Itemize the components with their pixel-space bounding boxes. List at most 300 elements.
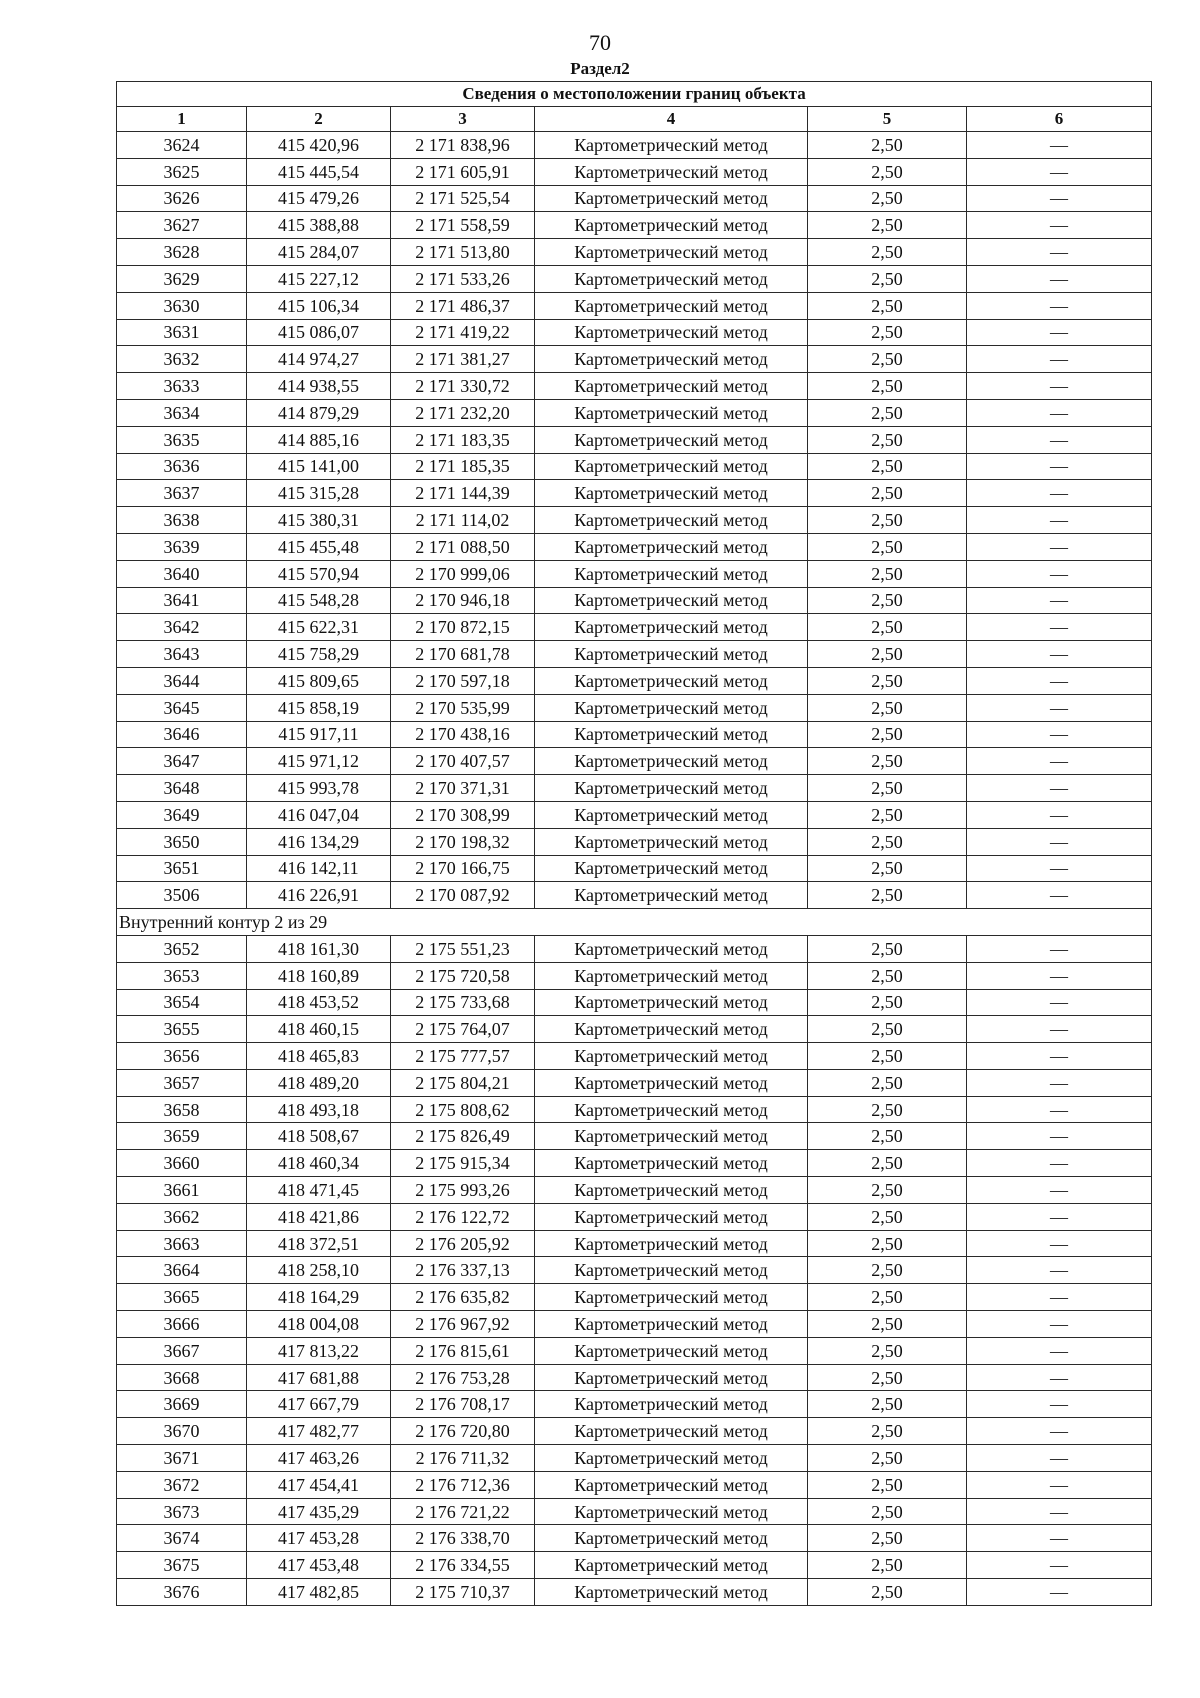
point-number-cell: 3673 bbox=[117, 1498, 247, 1525]
description-cell: — bbox=[967, 1579, 1152, 1606]
precision-cell: 2,50 bbox=[808, 426, 967, 453]
y-coordinate-cell: 2 171 419,22 bbox=[391, 319, 535, 346]
y-coordinate-cell: 2 176 205,92 bbox=[391, 1230, 535, 1257]
precision-cell: 2,50 bbox=[808, 1150, 967, 1177]
y-coordinate-cell: 2 171 185,35 bbox=[391, 453, 535, 480]
table-caption: Сведения о местоположении границ объекта bbox=[117, 82, 1152, 107]
method-cell: Картометрический метод bbox=[535, 158, 808, 185]
y-coordinate-cell: 2 175 764,07 bbox=[391, 1016, 535, 1043]
point-number-cell: 3669 bbox=[117, 1391, 247, 1418]
x-coordinate-cell: 415 809,65 bbox=[247, 667, 391, 694]
y-coordinate-cell: 2 171 533,26 bbox=[391, 265, 535, 292]
precision-cell: 2,50 bbox=[808, 694, 967, 721]
y-coordinate-cell: 2 171 381,27 bbox=[391, 346, 535, 373]
y-coordinate-cell: 2 176 635,82 bbox=[391, 1284, 535, 1311]
y-coordinate-cell: 2 176 720,80 bbox=[391, 1418, 535, 1445]
description-cell: — bbox=[967, 1150, 1152, 1177]
point-number-cell: 3637 bbox=[117, 480, 247, 507]
method-cell: Картометрический метод bbox=[535, 480, 808, 507]
method-cell: Картометрический метод bbox=[535, 1498, 808, 1525]
x-coordinate-cell: 415 420,96 bbox=[247, 132, 391, 159]
point-number-cell: 3647 bbox=[117, 748, 247, 775]
table-row bbox=[117, 1364, 1152, 1391]
point-number-cell: 3634 bbox=[117, 399, 247, 426]
point-number-cell: 3676 bbox=[117, 1579, 247, 1606]
description-cell: — bbox=[967, 667, 1152, 694]
table-row bbox=[117, 212, 1152, 239]
point-number-cell: 3672 bbox=[117, 1471, 247, 1498]
table-row bbox=[117, 614, 1152, 641]
method-cell: Картометрический метод bbox=[535, 426, 808, 453]
x-coordinate-cell: 414 879,29 bbox=[247, 399, 391, 426]
description-cell: — bbox=[967, 1471, 1152, 1498]
y-coordinate-cell: 2 170 166,75 bbox=[391, 855, 535, 882]
description-cell: — bbox=[967, 1552, 1152, 1579]
method-cell: Картометрический метод bbox=[535, 533, 808, 560]
table-row bbox=[117, 1043, 1152, 1070]
y-coordinate-cell: 2 176 122,72 bbox=[391, 1203, 535, 1230]
y-coordinate-cell: 2 175 993,26 bbox=[391, 1177, 535, 1204]
precision-cell: 2,50 bbox=[808, 507, 967, 534]
x-coordinate-cell: 415 141,00 bbox=[247, 453, 391, 480]
description-cell: — bbox=[967, 1043, 1152, 1070]
x-coordinate-cell: 418 164,29 bbox=[247, 1284, 391, 1311]
x-coordinate-cell: 415 388,88 bbox=[247, 212, 391, 239]
y-coordinate-cell: 2 176 337,13 bbox=[391, 1257, 535, 1284]
x-coordinate-cell: 414 938,55 bbox=[247, 373, 391, 400]
table-row bbox=[117, 1471, 1152, 1498]
point-number-cell: 3639 bbox=[117, 533, 247, 560]
method-cell: Картометрический метод bbox=[535, 748, 808, 775]
x-coordinate-cell: 418 004,08 bbox=[247, 1311, 391, 1338]
precision-cell: 2,50 bbox=[808, 185, 967, 212]
precision-cell: 2,50 bbox=[808, 989, 967, 1016]
method-cell: Картометрический метод bbox=[535, 828, 808, 855]
table-row bbox=[117, 1579, 1152, 1606]
x-coordinate-cell: 417 482,85 bbox=[247, 1579, 391, 1606]
precision-cell: 2,50 bbox=[808, 346, 967, 373]
point-number-cell: 3662 bbox=[117, 1203, 247, 1230]
point-number-cell: 3625 bbox=[117, 158, 247, 185]
method-cell: Картометрический метод bbox=[535, 1123, 808, 1150]
y-coordinate-cell: 2 170 946,18 bbox=[391, 587, 535, 614]
method-cell: Картометрический метод bbox=[535, 1525, 808, 1552]
description-cell: — bbox=[967, 132, 1152, 159]
method-cell: Картометрический метод bbox=[535, 507, 808, 534]
precision-cell: 2,50 bbox=[808, 614, 967, 641]
method-cell: Картометрический метод bbox=[535, 1284, 808, 1311]
table-row bbox=[117, 694, 1152, 721]
table-row bbox=[117, 185, 1152, 212]
description-cell: — bbox=[967, 1525, 1152, 1552]
method-cell: Картометрический метод bbox=[535, 212, 808, 239]
description-cell: — bbox=[967, 399, 1152, 426]
table-row bbox=[117, 1284, 1152, 1311]
table-row bbox=[117, 587, 1152, 614]
method-cell: Картометрический метод bbox=[535, 453, 808, 480]
point-number-cell: 3636 bbox=[117, 453, 247, 480]
description-cell: — bbox=[967, 480, 1152, 507]
table-row bbox=[117, 533, 1152, 560]
x-coordinate-cell: 415 548,28 bbox=[247, 587, 391, 614]
table-row bbox=[117, 399, 1152, 426]
point-number-cell: 3661 bbox=[117, 1177, 247, 1204]
table-row bbox=[117, 1391, 1152, 1418]
precision-cell: 2,50 bbox=[808, 158, 967, 185]
precision-cell: 2,50 bbox=[808, 962, 967, 989]
x-coordinate-cell: 415 315,28 bbox=[247, 480, 391, 507]
method-cell: Картометрический метод bbox=[535, 319, 808, 346]
y-coordinate-cell: 2 176 967,92 bbox=[391, 1311, 535, 1338]
description-cell: — bbox=[967, 158, 1152, 185]
y-coordinate-cell: 2 171 183,35 bbox=[391, 426, 535, 453]
description-cell: — bbox=[967, 1123, 1152, 1150]
method-cell: Картометрический метод bbox=[535, 239, 808, 266]
point-number-cell: 3640 bbox=[117, 560, 247, 587]
y-coordinate-cell: 2 171 525,54 bbox=[391, 185, 535, 212]
x-coordinate-cell: 417 453,48 bbox=[247, 1552, 391, 1579]
precision-cell: 2,50 bbox=[808, 1552, 967, 1579]
table-row bbox=[117, 1418, 1152, 1445]
y-coordinate-cell: 2 170 308,99 bbox=[391, 801, 535, 828]
precision-cell: 2,50 bbox=[808, 239, 967, 266]
point-number-cell: 3643 bbox=[117, 641, 247, 668]
table-row bbox=[117, 721, 1152, 748]
precision-cell: 2,50 bbox=[808, 1445, 967, 1472]
x-coordinate-cell: 417 453,28 bbox=[247, 1525, 391, 1552]
point-number-cell: 3648 bbox=[117, 775, 247, 802]
point-number-cell: 3632 bbox=[117, 346, 247, 373]
x-coordinate-cell: 417 463,26 bbox=[247, 1445, 391, 1472]
method-cell: Картометрический метод bbox=[535, 801, 808, 828]
y-coordinate-cell: 2 175 804,21 bbox=[391, 1069, 535, 1096]
method-cell: Картометрический метод bbox=[535, 587, 808, 614]
precision-cell: 2,50 bbox=[808, 1471, 967, 1498]
point-number-cell: 3652 bbox=[117, 935, 247, 962]
table-row bbox=[117, 507, 1152, 534]
description-cell: — bbox=[967, 265, 1152, 292]
x-coordinate-cell: 417 454,41 bbox=[247, 1471, 391, 1498]
description-cell: — bbox=[967, 1016, 1152, 1043]
column-number: 4 bbox=[535, 107, 808, 132]
method-cell: Картометрический метод bbox=[535, 694, 808, 721]
y-coordinate-cell: 2 171 513,80 bbox=[391, 239, 535, 266]
x-coordinate-cell: 415 993,78 bbox=[247, 775, 391, 802]
point-number-cell: 3650 bbox=[117, 828, 247, 855]
y-coordinate-cell: 2 171 558,59 bbox=[391, 212, 535, 239]
precision-cell: 2,50 bbox=[808, 775, 967, 802]
x-coordinate-cell: 416 226,91 bbox=[247, 882, 391, 909]
description-cell: — bbox=[967, 614, 1152, 641]
description-cell: — bbox=[967, 1311, 1152, 1338]
y-coordinate-cell: 2 170 198,32 bbox=[391, 828, 535, 855]
description-cell: — bbox=[967, 1418, 1152, 1445]
description-cell: — bbox=[967, 801, 1152, 828]
x-coordinate-cell: 415 455,48 bbox=[247, 533, 391, 560]
table-row bbox=[117, 1498, 1152, 1525]
description-cell: — bbox=[967, 319, 1152, 346]
table-row bbox=[117, 1123, 1152, 1150]
method-cell: Картометрический метод bbox=[535, 641, 808, 668]
description-cell: — bbox=[967, 1445, 1152, 1472]
x-coordinate-cell: 418 460,34 bbox=[247, 1150, 391, 1177]
method-cell: Картометрический метод bbox=[535, 1337, 808, 1364]
precision-cell: 2,50 bbox=[808, 1364, 967, 1391]
x-coordinate-cell: 415 758,29 bbox=[247, 641, 391, 668]
method-cell: Картометрический метод bbox=[535, 1257, 808, 1284]
table-row bbox=[117, 319, 1152, 346]
y-coordinate-cell: 2 176 815,61 bbox=[391, 1337, 535, 1364]
table-row bbox=[117, 1257, 1152, 1284]
method-cell: Картометрический метод bbox=[535, 1418, 808, 1445]
table-row bbox=[117, 1069, 1152, 1096]
precision-cell: 2,50 bbox=[808, 480, 967, 507]
y-coordinate-cell: 2 171 144,39 bbox=[391, 480, 535, 507]
point-number-cell: 3656 bbox=[117, 1043, 247, 1070]
method-cell: Картометрический метод bbox=[535, 292, 808, 319]
point-number-cell: 3631 bbox=[117, 319, 247, 346]
description-cell: — bbox=[967, 1230, 1152, 1257]
point-number-cell: 3653 bbox=[117, 962, 247, 989]
table-row bbox=[117, 1445, 1152, 1472]
x-coordinate-cell: 415 086,07 bbox=[247, 319, 391, 346]
table-caption-row bbox=[117, 82, 1152, 107]
description-cell: — bbox=[967, 373, 1152, 400]
y-coordinate-cell: 2 176 711,32 bbox=[391, 1445, 535, 1472]
table-row bbox=[117, 560, 1152, 587]
method-cell: Картометрический метод bbox=[535, 185, 808, 212]
description-cell: — bbox=[967, 1177, 1152, 1204]
description-cell: — bbox=[967, 560, 1152, 587]
point-number-cell: 3627 bbox=[117, 212, 247, 239]
method-cell: Картометрический метод bbox=[535, 1391, 808, 1418]
table-row bbox=[117, 239, 1152, 266]
precision-cell: 2,50 bbox=[808, 1579, 967, 1606]
x-coordinate-cell: 418 460,15 bbox=[247, 1016, 391, 1043]
y-coordinate-cell: 2 175 710,37 bbox=[391, 1579, 535, 1606]
method-cell: Картометрический метод bbox=[535, 935, 808, 962]
y-coordinate-cell: 2 175 777,57 bbox=[391, 1043, 535, 1070]
y-coordinate-cell: 2 170 681,78 bbox=[391, 641, 535, 668]
table-row bbox=[117, 962, 1152, 989]
precision-cell: 2,50 bbox=[808, 587, 967, 614]
y-coordinate-cell: 2 176 708,17 bbox=[391, 1391, 535, 1418]
precision-cell: 2,50 bbox=[808, 292, 967, 319]
y-coordinate-cell: 2 175 808,62 bbox=[391, 1096, 535, 1123]
point-number-cell: 3506 bbox=[117, 882, 247, 909]
x-coordinate-cell: 417 435,29 bbox=[247, 1498, 391, 1525]
x-coordinate-cell: 415 445,54 bbox=[247, 158, 391, 185]
table-row bbox=[117, 480, 1152, 507]
x-coordinate-cell: 417 681,88 bbox=[247, 1364, 391, 1391]
method-cell: Картометрический метод bbox=[535, 1069, 808, 1096]
description-cell: — bbox=[967, 748, 1152, 775]
point-number-cell: 3633 bbox=[117, 373, 247, 400]
column-number: 2 bbox=[247, 107, 391, 132]
method-cell: Картометрический метод bbox=[535, 399, 808, 426]
y-coordinate-cell: 2 171 605,91 bbox=[391, 158, 535, 185]
method-cell: Картометрический метод bbox=[535, 1552, 808, 1579]
point-number-cell: 3660 bbox=[117, 1150, 247, 1177]
table-row bbox=[117, 1337, 1152, 1364]
boundary-coordinates-table bbox=[116, 81, 1152, 1606]
method-cell: Картометрический метод bbox=[535, 1016, 808, 1043]
table-row bbox=[117, 775, 1152, 802]
description-cell: — bbox=[967, 533, 1152, 560]
description-cell: — bbox=[967, 1257, 1152, 1284]
y-coordinate-cell: 2 176 712,36 bbox=[391, 1471, 535, 1498]
point-number-cell: 3629 bbox=[117, 265, 247, 292]
method-cell: Картометрический метод bbox=[535, 1096, 808, 1123]
x-coordinate-cell: 414 974,27 bbox=[247, 346, 391, 373]
precision-cell: 2,50 bbox=[808, 721, 967, 748]
method-cell: Картометрический метод bbox=[535, 1445, 808, 1472]
table-row bbox=[117, 158, 1152, 185]
description-cell: — bbox=[967, 962, 1152, 989]
x-coordinate-cell: 415 227,12 bbox=[247, 265, 391, 292]
point-number-cell: 3654 bbox=[117, 989, 247, 1016]
precision-cell: 2,50 bbox=[808, 1203, 967, 1230]
table-row bbox=[117, 453, 1152, 480]
precision-cell: 2,50 bbox=[808, 1016, 967, 1043]
precision-cell: 2,50 bbox=[808, 1257, 967, 1284]
y-coordinate-cell: 2 171 486,37 bbox=[391, 292, 535, 319]
precision-cell: 2,50 bbox=[808, 667, 967, 694]
x-coordinate-cell: 418 465,83 bbox=[247, 1043, 391, 1070]
point-number-cell: 3644 bbox=[117, 667, 247, 694]
table-row bbox=[117, 801, 1152, 828]
point-number-cell: 3674 bbox=[117, 1525, 247, 1552]
description-cell: — bbox=[967, 1498, 1152, 1525]
x-coordinate-cell: 418 161,30 bbox=[247, 935, 391, 962]
y-coordinate-cell: 2 170 438,16 bbox=[391, 721, 535, 748]
table-row bbox=[117, 748, 1152, 775]
table-row bbox=[117, 989, 1152, 1016]
precision-cell: 2,50 bbox=[808, 373, 967, 400]
point-number-cell: 3663 bbox=[117, 1230, 247, 1257]
column-number-row bbox=[117, 107, 1152, 132]
y-coordinate-cell: 2 170 999,06 bbox=[391, 560, 535, 587]
x-coordinate-cell: 418 453,52 bbox=[247, 989, 391, 1016]
precision-cell: 2,50 bbox=[808, 1096, 967, 1123]
method-cell: Картометрический метод bbox=[535, 1311, 808, 1338]
method-cell: Картометрический метод bbox=[535, 373, 808, 400]
description-cell: — bbox=[967, 426, 1152, 453]
point-number-cell: 3638 bbox=[117, 507, 247, 534]
description-cell: — bbox=[967, 1096, 1152, 1123]
method-cell: Картометрический метод bbox=[535, 962, 808, 989]
method-cell: Картометрический метод bbox=[535, 882, 808, 909]
y-coordinate-cell: 2 170 597,18 bbox=[391, 667, 535, 694]
precision-cell: 2,50 bbox=[808, 935, 967, 962]
precision-cell: 2,50 bbox=[808, 1391, 967, 1418]
description-cell: — bbox=[967, 185, 1152, 212]
x-coordinate-cell: 418 471,45 bbox=[247, 1177, 391, 1204]
point-number-cell: 3649 bbox=[117, 801, 247, 828]
precision-cell: 2,50 bbox=[808, 1043, 967, 1070]
method-cell: Картометрический метод bbox=[535, 855, 808, 882]
column-number: 5 bbox=[808, 107, 967, 132]
point-number-cell: 3626 bbox=[117, 185, 247, 212]
method-cell: Картометрический метод bbox=[535, 1177, 808, 1204]
x-coordinate-cell: 417 482,77 bbox=[247, 1418, 391, 1445]
y-coordinate-cell: 2 170 872,15 bbox=[391, 614, 535, 641]
table-row bbox=[117, 828, 1152, 855]
description-cell: — bbox=[967, 641, 1152, 668]
y-coordinate-cell: 2 170 407,57 bbox=[391, 748, 535, 775]
point-number-cell: 3642 bbox=[117, 614, 247, 641]
description-cell: — bbox=[967, 828, 1152, 855]
precision-cell: 2,50 bbox=[808, 641, 967, 668]
x-coordinate-cell: 414 885,16 bbox=[247, 426, 391, 453]
table-row bbox=[117, 1230, 1152, 1257]
column-number: 6 bbox=[967, 107, 1152, 132]
point-number-cell: 3667 bbox=[117, 1337, 247, 1364]
method-cell: Картометрический метод bbox=[535, 1150, 808, 1177]
precision-cell: 2,50 bbox=[808, 1123, 967, 1150]
contour-label-row bbox=[117, 909, 1152, 936]
x-coordinate-cell: 418 493,18 bbox=[247, 1096, 391, 1123]
table-row bbox=[117, 346, 1152, 373]
method-cell: Картометрический метод bbox=[535, 560, 808, 587]
description-cell: — bbox=[967, 721, 1152, 748]
y-coordinate-cell: 2 171 088,50 bbox=[391, 533, 535, 560]
method-cell: Картометрический метод bbox=[535, 1579, 808, 1606]
point-number-cell: 3675 bbox=[117, 1552, 247, 1579]
point-number-cell: 3655 bbox=[117, 1016, 247, 1043]
x-coordinate-cell: 415 380,31 bbox=[247, 507, 391, 534]
method-cell: Картометрический метод bbox=[535, 1364, 808, 1391]
y-coordinate-cell: 2 170 535,99 bbox=[391, 694, 535, 721]
point-number-cell: 3658 bbox=[117, 1096, 247, 1123]
method-cell: Картометрический метод bbox=[535, 265, 808, 292]
y-coordinate-cell: 2 170 371,31 bbox=[391, 775, 535, 802]
table-row bbox=[117, 373, 1152, 400]
point-number-cell: 3630 bbox=[117, 292, 247, 319]
page-number: 70 bbox=[589, 30, 611, 55]
method-cell: Картометрический метод bbox=[535, 1471, 808, 1498]
table-row bbox=[117, 1311, 1152, 1338]
description-cell: — bbox=[967, 1203, 1152, 1230]
y-coordinate-cell: 2 175 720,58 bbox=[391, 962, 535, 989]
method-cell: Картометрический метод bbox=[535, 1203, 808, 1230]
column-number: 3 bbox=[391, 107, 535, 132]
x-coordinate-cell: 418 421,86 bbox=[247, 1203, 391, 1230]
y-coordinate-cell: 2 175 551,23 bbox=[391, 935, 535, 962]
table-body bbox=[117, 132, 1152, 1606]
point-number-cell: 3664 bbox=[117, 1257, 247, 1284]
precision-cell: 2,50 bbox=[808, 1177, 967, 1204]
point-number-cell: 3665 bbox=[117, 1284, 247, 1311]
description-cell: — bbox=[967, 935, 1152, 962]
table-row bbox=[117, 1096, 1152, 1123]
method-cell: Картометрический метод bbox=[535, 775, 808, 802]
section-title: Раздел2 bbox=[570, 59, 630, 78]
y-coordinate-cell: 2 171 330,72 bbox=[391, 373, 535, 400]
method-cell: Картометрический метод bbox=[535, 346, 808, 373]
precision-cell: 2,50 bbox=[808, 1337, 967, 1364]
precision-cell: 2,50 bbox=[808, 855, 967, 882]
table-row bbox=[117, 667, 1152, 694]
precision-cell: 2,50 bbox=[808, 1418, 967, 1445]
table-row bbox=[117, 426, 1152, 453]
x-coordinate-cell: 418 372,51 bbox=[247, 1230, 391, 1257]
x-coordinate-cell: 416 142,11 bbox=[247, 855, 391, 882]
x-coordinate-cell: 417 813,22 bbox=[247, 1337, 391, 1364]
x-coordinate-cell: 415 622,31 bbox=[247, 614, 391, 641]
table-row bbox=[117, 1203, 1152, 1230]
y-coordinate-cell: 2 176 334,55 bbox=[391, 1552, 535, 1579]
